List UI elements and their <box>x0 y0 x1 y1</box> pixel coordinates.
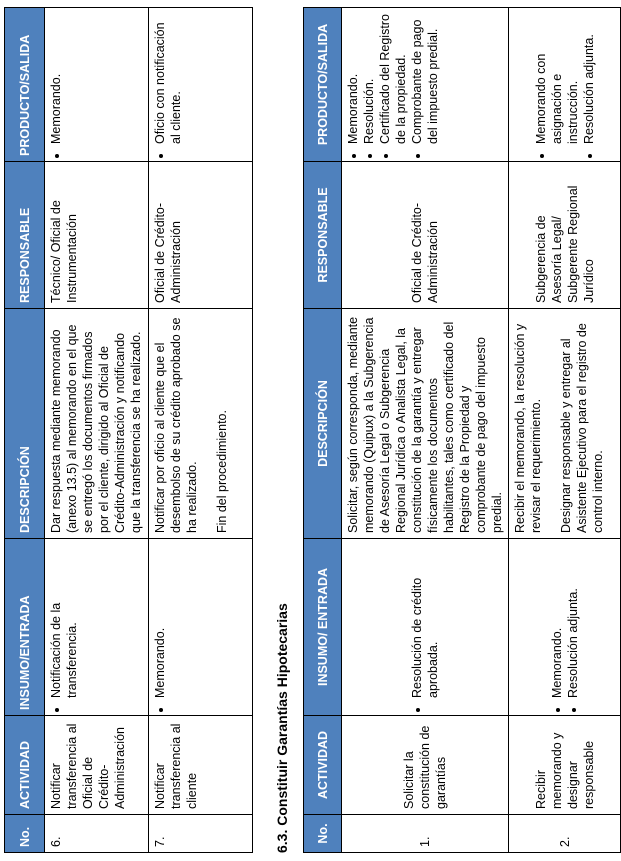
description-text: Dar respuesta mediante memorando (anexo 13.5) al memorando en el que se entregó los documentos firmados por el cliente, dirigido al Oficial de Crédito-Administración y notificando que la transferencia se ha realizado. <box>49 324 143 533</box>
cell-descripcion <box>45 309 149 539</box>
cell-responsable: Oficial de Crédito-Administración <box>149 162 253 309</box>
cell-actividad: Recibir memorando y designar responsable <box>509 716 621 815</box>
list-item: • Memorando. <box>152 544 168 698</box>
cell-no: 1. <box>342 815 509 853</box>
list-item: • Resolución de crédito aprobada. <box>409 544 441 698</box>
cell-responsable: Subgerencia de Asesoría Legal/ Subgerente Regional Jurídico <box>509 162 621 309</box>
header-producto: PRODUCTO/SALIDA <box>5 8 45 162</box>
cell-descripcion <box>342 309 509 539</box>
cell-actividad: Notificar transferencia al Oficial de Crédito-Administración <box>45 716 149 815</box>
table-header-row <box>304 8 342 853</box>
procedure-table-continued <box>4 7 253 853</box>
list-item: • Certificado del Registro de la propiedad. <box>377 13 409 144</box>
table-row <box>509 8 621 853</box>
header-actividad: ACTIVIDAD <box>304 716 342 815</box>
header-descripcion: DESCRIPCIÓN <box>304 309 342 539</box>
list-item: • Memorando. <box>48 13 64 144</box>
cell-descripcion <box>509 309 621 539</box>
list-item: • Memorando. <box>549 544 565 698</box>
description-text: Solicitar, según corresponda, mediante memorando (Quipux) a la Subgerencia de Asesoría Legal o Subgerencia Regional Jurídica o Analista Legal, la constitución de la garantía y entregar físicamente los documentos habilitantes, tales como certificado del Registro de la Propiedad y comprobante de pago del impuesto predial. <box>346 316 504 533</box>
table-row <box>45 8 149 853</box>
cell-producto <box>149 8 253 162</box>
header-producto: PRODUCTO/SALIDA <box>304 8 342 162</box>
description-text: Recibir el memorando, la resolución y revisar el requerimiento. <box>513 323 543 533</box>
cell-responsable: Técnico/ Oficial de Instrumentación <box>45 162 149 309</box>
cell-insumo <box>342 539 509 716</box>
cell-actividad: Solicitar la constitución de garantías <box>342 716 509 815</box>
list-item: • Memorando. <box>345 13 361 144</box>
table-row <box>342 8 509 853</box>
cell-actividad: Notificar transferencia al cliente <box>149 716 253 815</box>
cell-responsable: Oficial de Crédito-Administración <box>342 162 509 309</box>
table-row <box>149 8 253 853</box>
procedure-table <box>303 7 621 853</box>
header-descripcion: DESCRIPCIÓN <box>5 309 45 539</box>
list-item: • Notificación de la transferencia. <box>48 544 80 698</box>
cell-insumo <box>509 539 621 716</box>
description-text: Fin del procedimiento. <box>215 410 229 533</box>
header-no: No. <box>5 815 45 853</box>
cell-insumo <box>45 539 149 716</box>
list-item: • Resolución. <box>361 13 377 144</box>
list-item: • Resolución adjunta. <box>581 13 597 144</box>
cell-no: 2. <box>509 815 621 853</box>
cell-producto <box>509 8 621 162</box>
cell-no: 7. <box>149 815 253 853</box>
list-item: • Comprobante de pago del impuesto predial. <box>409 13 441 144</box>
cell-producto <box>342 8 509 162</box>
header-responsable: RESPONSABLE <box>5 162 45 309</box>
table-header-row <box>5 8 45 853</box>
header-responsable: RESPONSABLE <box>304 162 342 309</box>
description-text: Designar responsable y entregar al Asistente Ejecutivo para el registro de control interno. <box>559 323 605 533</box>
header-insumo: INSUMO/ ENTRADA <box>304 539 342 716</box>
description-text: Notificar por oficio al cliente que el desembolso de su crédito aprobado se ha realizado. <box>153 317 199 533</box>
list-item: • Oficio con notificación al cliente. <box>152 13 184 144</box>
cell-no: 6. <box>45 815 149 853</box>
list-item: • Memorando con asignación e instrucción. <box>533 13 581 144</box>
cell-producto <box>45 8 149 162</box>
header-actividad: ACTIVIDAD <box>5 716 45 815</box>
header-no: No. <box>304 815 342 853</box>
list-item: • Resolución adjunta. <box>565 544 581 698</box>
header-insumo: INSUMO/ENTRADA <box>5 539 45 716</box>
cell-descripcion <box>149 309 253 539</box>
section-title: 6.3. Constituir Garantías Hipotecarias <box>274 603 290 853</box>
cell-insumo <box>149 539 253 716</box>
